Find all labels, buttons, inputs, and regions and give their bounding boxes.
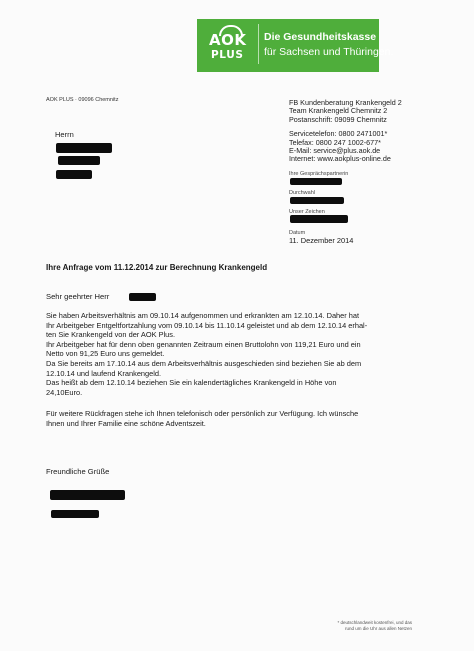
redacted-greeting-name <box>129 293 156 301</box>
date-value: 11. Dezember 2014 <box>289 236 354 245</box>
redacted-recipient-address <box>58 156 100 165</box>
logo-sub: PLUS <box>211 49 244 61</box>
redacted-recipient-name <box>56 143 112 153</box>
redacted-reference <box>290 215 348 223</box>
footnote-line-1: * deutschlandweit kostenfrei, und das <box>337 620 412 625</box>
date-label: Datum <box>289 230 306 236</box>
logo-tagline-2: für Sachsen und Thüringen. <box>264 46 394 58</box>
letter-greeting: Sehr geehrter Herr <box>46 292 110 301</box>
body-line: 24,10Euro. <box>46 387 83 397</box>
footnote-line-2: rund um die Uhr aus allen Netzen <box>344 625 412 631</box>
sender-fax: Telefax: 0800 247 1002-677* <box>289 137 381 147</box>
body-line: Sie haben Arbeitsverhältnis am 09.10.14 aufgenommen und erkrankten am 12.10.14. Daher hat <box>46 311 360 320</box>
contact-label: Ihre Gesprächspartnerin <box>289 171 349 177</box>
redacted-signature <box>50 490 125 500</box>
body-line: Ihr Arbeitgeber hat für denn oben genannten Zeitraum einen Bruttolohn von 119,21 Euro und ein <box>46 339 361 349</box>
logo-divider <box>258 24 259 64</box>
redacted-extension <box>290 197 344 204</box>
sender-email: E-Mail: service@plus.aok.de <box>289 146 381 156</box>
letter-subject: Ihre Anfrage vom 11.12.2014 zur Berechnung Krankengeld <box>46 263 268 272</box>
aok-logo-mark <box>209 25 251 61</box>
redacted-recipient-city <box>56 170 92 179</box>
sender-department: FB Kundenberatung Krankengeld 2 <box>289 98 402 107</box>
body-line: Für weitere Rückfragen stehe ich Ihnen telefonisch oder persönlich zur Verfügung. Ich wünsche <box>46 409 359 418</box>
body-line: 12.10.14 und laufend Krankengeld. <box>46 368 162 378</box>
sender-phone: Servicetelefon: 0800 2471001* <box>289 129 388 139</box>
body-line: Das heißt ab dem 12.10.14 beziehen Sie ein kalendertägliches Krankengeld in Höhe von <box>46 378 337 388</box>
footnote <box>318 620 412 631</box>
reference-label: Unser Zeichen <box>289 209 325 215</box>
sender-return-line: AOK PLUS · 09096 Chemnitz <box>46 97 119 103</box>
letter-body <box>46 311 441 397</box>
sender-block <box>289 99 402 164</box>
body-line: Ihr Arbeitgeber Entgeltfortzahlung vom 09.10.14 bis 11.10.14 geleistet und ab dem 12.10.14 erhal- <box>46 320 368 330</box>
body-line: Ihnen und Ihrer Familie eine schöne Adventszeit. <box>46 418 206 428</box>
extension-label: Durchwahl <box>289 190 315 196</box>
letter-body-closing-paragraph <box>46 409 441 428</box>
letter-closing: Freundliche Grüße <box>46 467 110 476</box>
body-line: Netto von 91,25 Euro uns gemeldet. <box>46 349 165 359</box>
body-line: Da Sie bereits am 17.10.14 aus dem Arbeitsverhältnis ausgeschieden sind beziehen Sie ab dem <box>46 358 362 368</box>
logo-brand: AOK <box>209 31 247 49</box>
logo-tagline-1: Die Gesundheitskasse <box>264 31 377 43</box>
sender-postal: Postanschrift: 09099 Chemnitz <box>289 114 387 124</box>
redacted-contact <box>290 178 342 185</box>
sender-team: Team Krankengeld Chemnitz 2 <box>289 106 388 116</box>
recipient-salutation: Herrn <box>55 130 74 139</box>
body-line: ten Sie Krankengeld von der AOK Plus. <box>46 330 176 340</box>
sender-website: Internet: www.aokplus-online.de <box>289 154 391 164</box>
redacted-signer-name <box>51 510 99 518</box>
